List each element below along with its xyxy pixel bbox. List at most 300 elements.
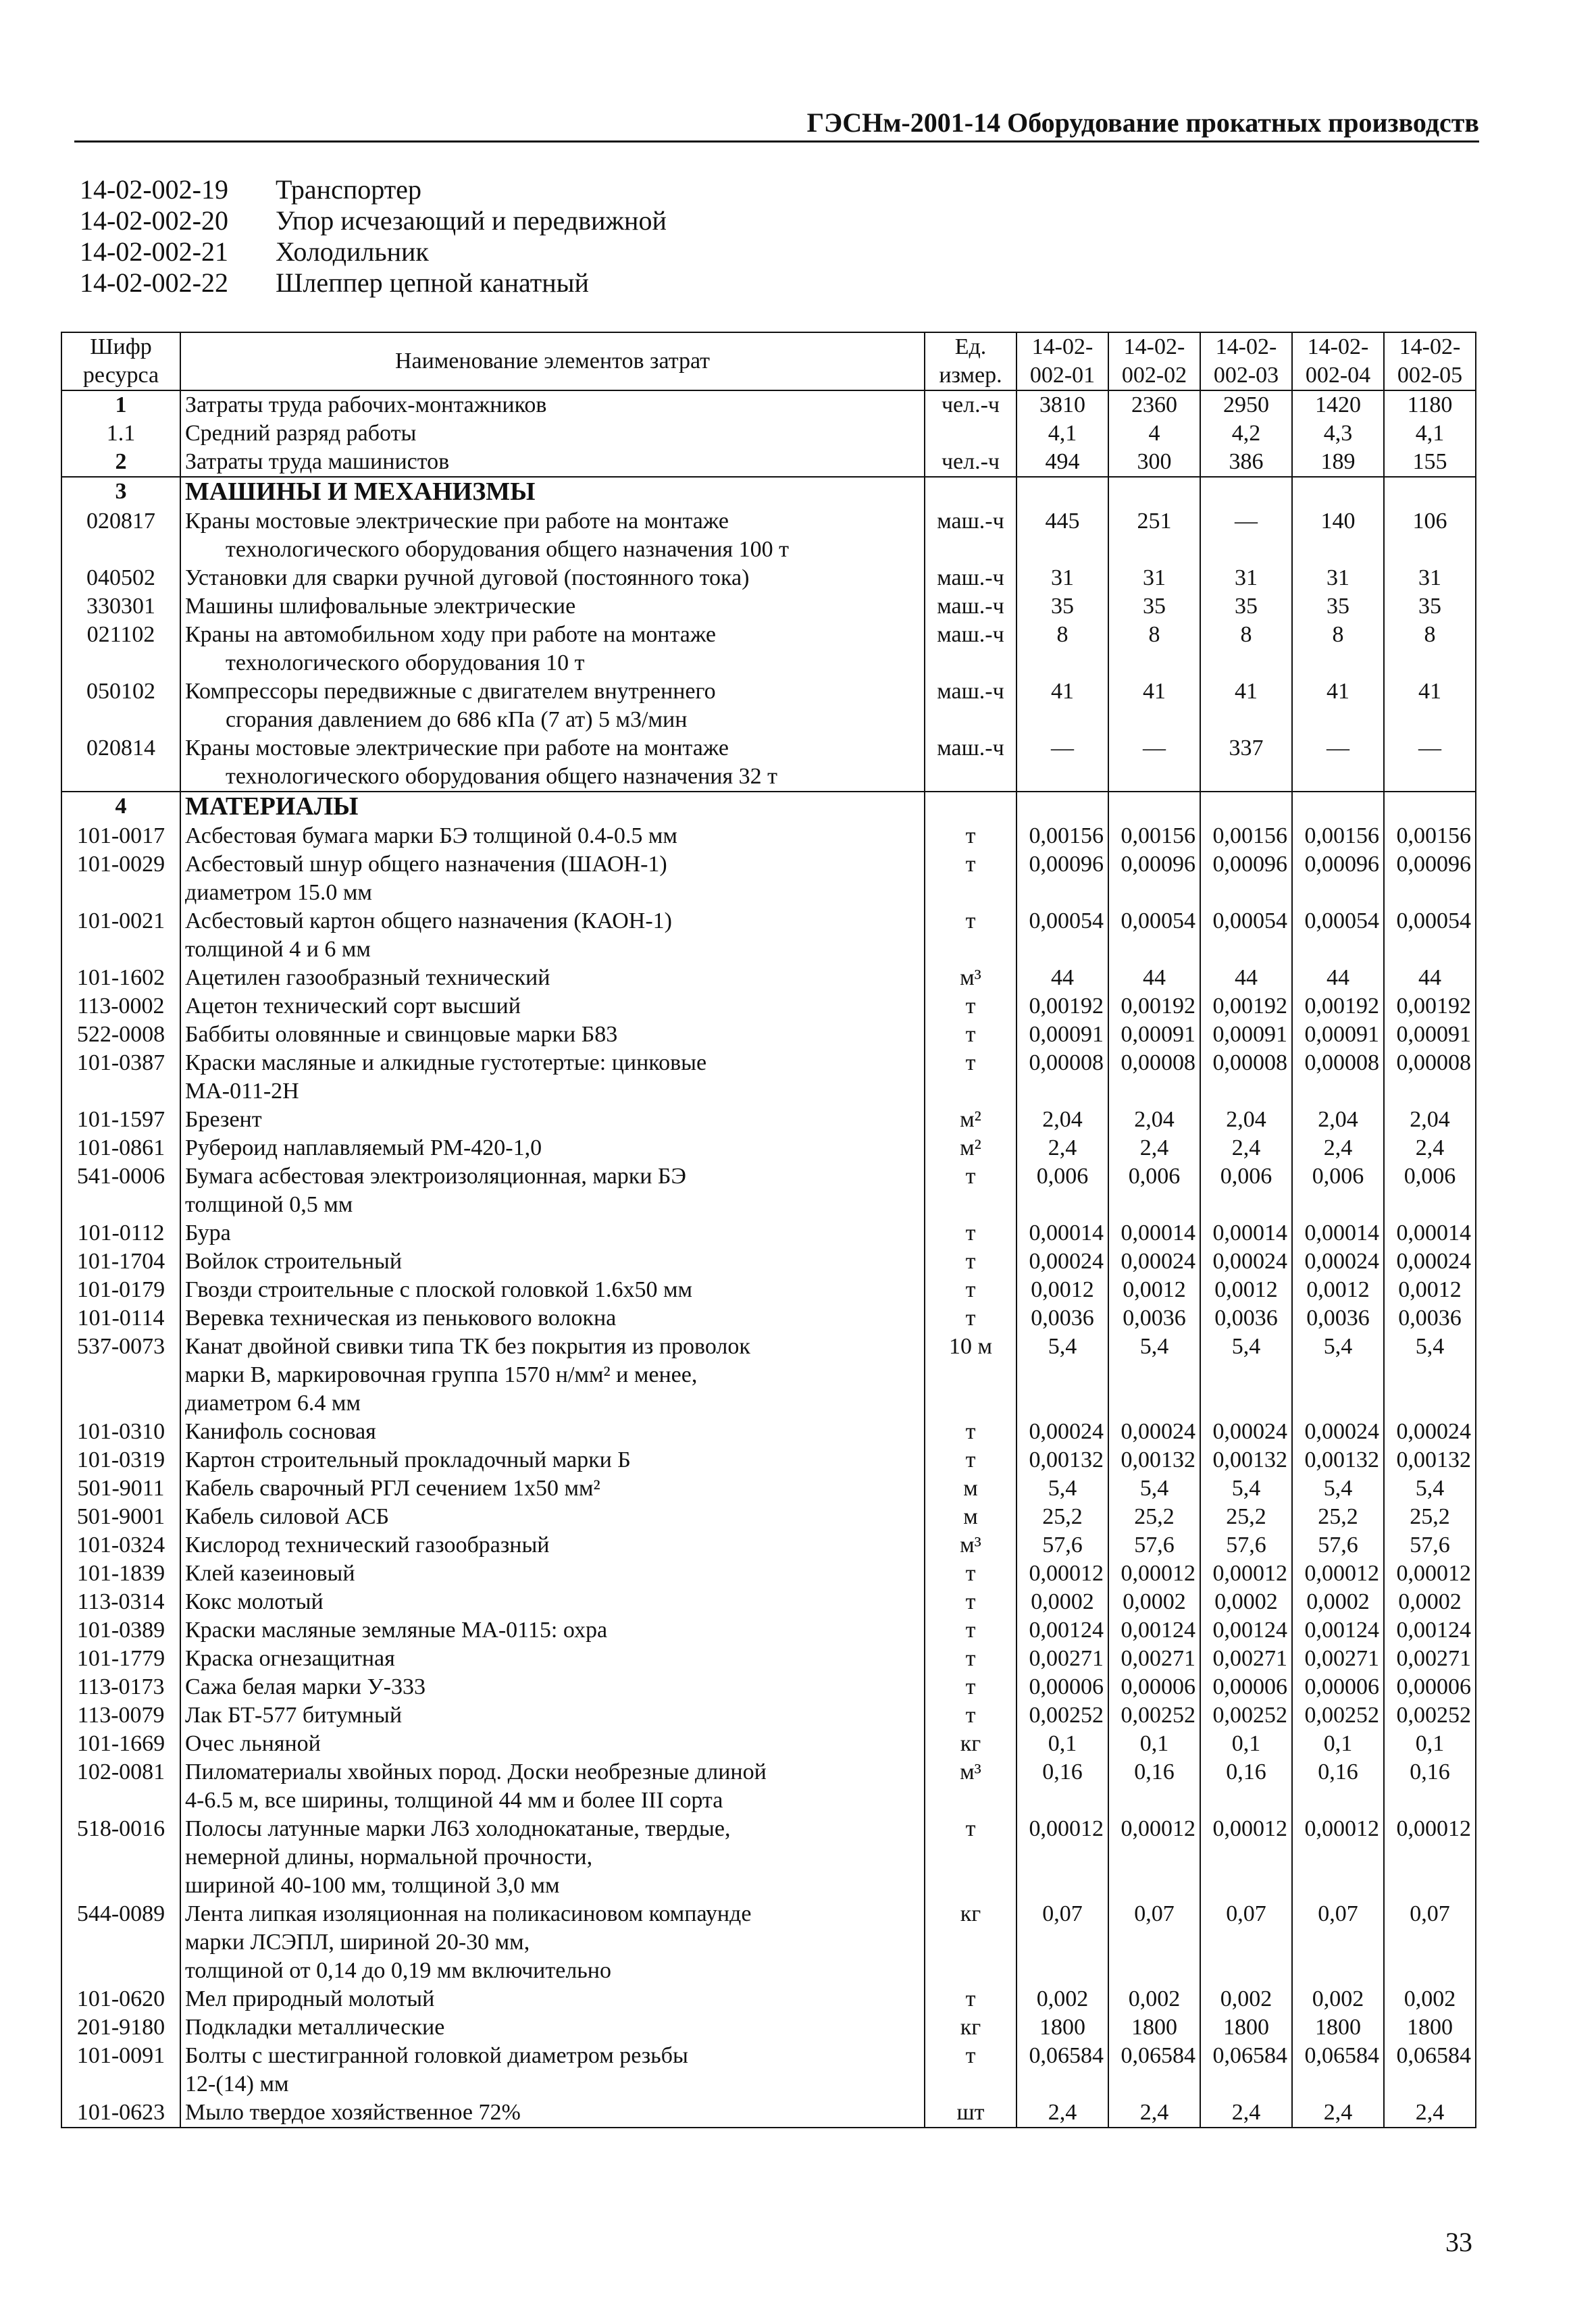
resource-name <box>180 1446 925 1474</box>
unit-cell: т <box>925 2042 1016 2099</box>
value-cell: — <box>1292 734 1384 792</box>
unit-cell: чел.-ч <box>925 448 1016 477</box>
unit-cell: т <box>925 1248 1016 1276</box>
table-row <box>61 448 1476 477</box>
value-cell: 0,00006 <box>1384 1673 1476 1701</box>
table-row <box>61 592 1476 621</box>
value-cell: 0,1 <box>1384 1730 1476 1758</box>
unit-cell: т <box>925 1446 1016 1474</box>
resource-name <box>180 1673 925 1701</box>
resource-name-line: немерной длины, нормальной прочности, <box>185 1845 593 1870</box>
value-cell: 0,00006 <box>1200 1673 1292 1701</box>
value-cell: 0,006 <box>1016 1162 1108 1219</box>
table-row <box>61 1588 1476 1616</box>
resource-code: 101-0623 <box>61 2099 180 2128</box>
value-cell <box>1384 792 1476 822</box>
value-cell: 1800 <box>1016 2013 1108 2042</box>
resource-name-line: Кислород технический газообразный <box>185 1533 550 1558</box>
table-section-row <box>61 792 1476 822</box>
value-cell: 4,1 <box>1384 419 1476 448</box>
value-cell: 31 <box>1108 564 1200 592</box>
unit-cell: шт <box>925 2099 1016 2128</box>
value-cell: 31 <box>1016 564 1108 592</box>
value-cell: 25,2 <box>1200 1503 1292 1531</box>
resource-code: 101-0861 <box>61 1134 180 1162</box>
value-cell: 0,006 <box>1292 1162 1384 1219</box>
unit-cell: маш.-ч <box>925 564 1016 592</box>
resource-name-line: технологического оборудования общего назначения 100 т <box>226 537 789 562</box>
page-number: 33 <box>1445 2227 1472 2257</box>
unit-cell <box>925 477 1016 507</box>
value-cell: 0,0012 <box>1016 1276 1108 1304</box>
value-cell: 5,4 <box>1200 1333 1292 1418</box>
table-row <box>61 1645 1476 1673</box>
table-row <box>61 1616 1476 1645</box>
value-cell: 0,1 <box>1108 1730 1200 1758</box>
value-cell: 2,4 <box>1200 2099 1292 2128</box>
resource-name-line: Краны мостовые электрические при работе на монтаже <box>185 736 729 761</box>
value-cell: 5,4 <box>1108 1333 1200 1418</box>
value-cell: 57,6 <box>1108 1531 1200 1560</box>
value-cell: 0,00132 <box>1200 1446 1292 1474</box>
value-cell: 0,00012 <box>1016 1560 1108 1588</box>
table-row <box>61 1730 1476 1758</box>
value-cell: 0,16 <box>1200 1758 1292 1815</box>
table-row <box>61 2013 1476 2042</box>
value-cell: 0,07 <box>1292 1900 1384 1985</box>
resource-name <box>180 1701 925 1730</box>
value-cell <box>1108 477 1200 507</box>
value-cell: 1800 <box>1384 2013 1476 2042</box>
value-cell: 0,006 <box>1384 1162 1476 1219</box>
resource-code: 2 <box>61 448 180 477</box>
value-cell: 5,4 <box>1292 1333 1384 1418</box>
resource-name <box>180 1474 925 1503</box>
resource-name-line: Установки для сварки ручной дуговой (постоянного тока) <box>185 565 750 590</box>
section-item <box>80 236 667 267</box>
table-row <box>61 1531 1476 1560</box>
resource-code: 101-0620 <box>61 1985 180 2013</box>
resource-name-line: Краски масляные земляные МА-0115: охра <box>185 1618 608 1643</box>
value-cell: 0,06584 <box>1292 2042 1384 2099</box>
table-row <box>61 1134 1476 1162</box>
header-col-4: 14-02- 002-04 <box>1292 332 1384 390</box>
section-code: 14-02-002-19 <box>80 174 228 205</box>
resource-code: 201-9180 <box>61 2013 180 2042</box>
table-row <box>61 992 1476 1021</box>
resource-code: 101-1669 <box>61 1730 180 1758</box>
resource-code: 101-1704 <box>61 1248 180 1276</box>
table-row <box>61 390 1476 419</box>
value-cell: 2,04 <box>1016 1106 1108 1134</box>
resource-name-line: марки ЛСЭПЛ, шириной 20-30 мм, <box>185 1930 530 1955</box>
value-cell: 300 <box>1108 448 1200 477</box>
value-cell: 2,4 <box>1108 2099 1200 2128</box>
resource-code: 101-0179 <box>61 1276 180 1304</box>
value-cell: 155 <box>1384 448 1476 477</box>
value-cell: 8 <box>1108 621 1200 677</box>
unit-cell: кг <box>925 1900 1016 1985</box>
value-cell: 41 <box>1108 677 1200 734</box>
table-row <box>61 1304 1476 1333</box>
header-col-2: 14-02- 002-02 <box>1108 332 1200 390</box>
value-cell: 0,00132 <box>1292 1446 1384 1474</box>
table-header-row <box>61 332 1476 390</box>
table-row <box>61 564 1476 592</box>
value-cell: 0,00252 <box>1384 1701 1476 1730</box>
value-cell: 0,00024 <box>1292 1248 1384 1276</box>
value-cell: 0,00132 <box>1384 1446 1476 1474</box>
resource-name <box>180 677 925 734</box>
resource-name <box>180 1162 925 1219</box>
value-cell: 0,00252 <box>1108 1701 1200 1730</box>
value-cell: 0,00054 <box>1292 907 1384 964</box>
value-cell: 0,00096 <box>1108 850 1200 907</box>
value-cell: 0,00252 <box>1016 1701 1108 1730</box>
resource-name <box>180 1304 925 1333</box>
value-cell: 0,00006 <box>1292 1673 1384 1701</box>
resource-name-line: Полосы латунные марки Л63 холоднокатаные, твердые, <box>185 1816 731 1841</box>
value-cell: 0,00008 <box>1384 1049 1476 1106</box>
resource-name-line: Клей казеиновый <box>185 1561 355 1586</box>
value-cell: 0,00054 <box>1016 907 1108 964</box>
value-cell: 4 <box>1108 419 1200 448</box>
resource-code: 544-0089 <box>61 1900 180 1985</box>
value-cell: 35 <box>1016 592 1108 621</box>
value-cell: — <box>1016 734 1108 792</box>
value-cell: 0,1 <box>1016 1730 1108 1758</box>
value-cell: 0,00124 <box>1292 1616 1384 1645</box>
value-cell: 41 <box>1200 677 1292 734</box>
resource-code: 101-1602 <box>61 964 180 992</box>
value-cell: 0,06584 <box>1384 2042 1476 2099</box>
resource-name <box>180 1333 925 1418</box>
value-cell: 189 <box>1292 448 1384 477</box>
value-cell: 0,0002 <box>1384 1588 1476 1616</box>
section-name: Шлеппер цепной канатный <box>276 267 589 298</box>
table-row <box>61 1560 1476 1588</box>
value-cell: 0,16 <box>1292 1758 1384 1815</box>
value-cell: 0,00024 <box>1200 1248 1292 1276</box>
value-cell: 0,07 <box>1384 1900 1476 1985</box>
header-title: ГЭСНм-2001-14 Оборудование прокатных производств <box>806 107 1479 138</box>
value-cell: 31 <box>1200 564 1292 592</box>
value-cell: 0,002 <box>1108 1985 1200 2013</box>
resource-code: 501-9001 <box>61 1503 180 1531</box>
value-cell: 2,04 <box>1200 1106 1292 1134</box>
resource-name-line: Картон строительный прокладочный марки Б <box>185 1447 631 1472</box>
value-cell: 0,00132 <box>1016 1446 1108 1474</box>
unit-cell: т <box>925 1021 1016 1049</box>
resource-code: 101-1839 <box>61 1560 180 1588</box>
table-row <box>61 1021 1476 1049</box>
value-cell: 0,00012 <box>1016 1815 1108 1900</box>
table-row <box>61 507 1476 564</box>
resource-name-line: Кабель силовой АСБ <box>185 1504 390 1529</box>
unit-cell: т <box>925 907 1016 964</box>
resource-code: 3 <box>61 477 180 507</box>
resource-name <box>180 850 925 907</box>
value-cell: 0,00014 <box>1108 1219 1200 1248</box>
unit-cell: м <box>925 1503 1016 1531</box>
value-cell: 35 <box>1384 592 1476 621</box>
value-cell: 0,00024 <box>1384 1418 1476 1446</box>
value-cell: 0,06584 <box>1108 2042 1200 2099</box>
value-cell: 0,0012 <box>1292 1276 1384 1304</box>
value-cell: 140 <box>1292 507 1384 564</box>
resource-name-line: Рубероид наплавляемый РМ-420-1,0 <box>185 1135 542 1160</box>
resource-name <box>180 992 925 1021</box>
value-cell: 0,0012 <box>1200 1276 1292 1304</box>
value-cell: 2950 <box>1200 390 1292 419</box>
table-row <box>61 1673 1476 1701</box>
resource-name-line: Болты с шестигранной головкой диаметром резьбы <box>185 2043 688 2068</box>
value-cell: 1800 <box>1292 2013 1384 2042</box>
value-cell: — <box>1108 734 1200 792</box>
resource-name <box>180 390 925 419</box>
value-cell: 25,2 <box>1108 1503 1200 1531</box>
value-cell: 4,1 <box>1016 419 1108 448</box>
value-cell: — <box>1200 507 1292 564</box>
unit-cell: м³ <box>925 1531 1016 1560</box>
resource-code: 101-0319 <box>61 1446 180 1474</box>
value-cell: 0,002 <box>1384 1985 1476 2013</box>
resource-name <box>180 1531 925 1560</box>
value-cell: 2,4 <box>1200 1134 1292 1162</box>
value-cell: 2,4 <box>1384 2099 1476 2128</box>
value-cell: 44 <box>1384 964 1476 992</box>
resource-code: 518-0016 <box>61 1815 180 1900</box>
value-cell: 4,3 <box>1292 419 1384 448</box>
value-cell: 0,00192 <box>1292 992 1384 1021</box>
resource-name <box>180 1730 925 1758</box>
unit-cell: т <box>925 1276 1016 1304</box>
resource-name <box>180 1588 925 1616</box>
value-cell: 2,4 <box>1108 1134 1200 1162</box>
value-cell: 0,00192 <box>1384 992 1476 1021</box>
value-cell: 25,2 <box>1292 1503 1384 1531</box>
resource-name <box>180 1248 925 1276</box>
value-cell: 57,6 <box>1292 1531 1384 1560</box>
value-cell: 5,4 <box>1384 1474 1476 1503</box>
value-cell: 0,07 <box>1200 1900 1292 1985</box>
value-cell <box>1108 792 1200 822</box>
resource-name-line: диаметром 6.4 мм <box>185 1391 361 1416</box>
table-row <box>61 2099 1476 2128</box>
value-cell: 0,00096 <box>1384 850 1476 907</box>
value-cell: 0,00091 <box>1200 1021 1292 1049</box>
resource-name-line: Лак БТ-577 битумный <box>185 1703 403 1728</box>
value-cell: 57,6 <box>1384 1531 1476 1560</box>
value-cell: 0,1 <box>1292 1730 1384 1758</box>
resource-code: 113-0173 <box>61 1673 180 1701</box>
unit-cell: т <box>925 1418 1016 1446</box>
unit-cell: т <box>925 1162 1016 1219</box>
resource-code: 101-0112 <box>61 1219 180 1248</box>
unit-cell: т <box>925 1049 1016 1106</box>
value-cell: 494 <box>1016 448 1108 477</box>
value-cell: 0,00012 <box>1108 1815 1200 1900</box>
resource-name-line: диаметром 15.0 мм <box>185 880 372 905</box>
value-cell: 1800 <box>1200 2013 1292 2042</box>
resource-code: 101-0389 <box>61 1616 180 1645</box>
table-row <box>61 734 1476 792</box>
value-cell: 5,4 <box>1292 1474 1384 1503</box>
resource-name-line: МА-011-2Н <box>185 1079 299 1104</box>
value-cell: 0,006 <box>1108 1162 1200 1219</box>
value-cell: 0,00156 <box>1384 822 1476 850</box>
value-cell: 41 <box>1384 677 1476 734</box>
resource-name <box>180 2042 925 2099</box>
value-cell: 1420 <box>1292 390 1384 419</box>
value-cell: 0,00192 <box>1108 992 1200 1021</box>
unit-cell: т <box>925 1616 1016 1645</box>
value-cell: 41 <box>1292 677 1384 734</box>
value-cell: 0,00156 <box>1108 822 1200 850</box>
value-cell <box>1292 477 1384 507</box>
table-row <box>61 1333 1476 1418</box>
unit-cell: чел.-ч <box>925 390 1016 419</box>
resource-name-line: Асбестовый шнур общего назначения (ШАОН-1) <box>185 852 667 877</box>
value-cell: 0,00012 <box>1292 1815 1384 1900</box>
value-cell: 0,16 <box>1108 1758 1200 1815</box>
value-cell: 31 <box>1292 564 1384 592</box>
resource-name-line: технологического оборудования 10 т <box>226 650 585 675</box>
value-cell: — <box>1384 734 1476 792</box>
resource-name-line: толщиной 0,5 мм <box>185 1192 353 1217</box>
unit-cell: т <box>925 850 1016 907</box>
value-cell: 8 <box>1384 621 1476 677</box>
resource-code: 101-0091 <box>61 2042 180 2099</box>
resource-name-line: Кокс молотый <box>185 1589 324 1614</box>
value-cell: 386 <box>1200 448 1292 477</box>
value-cell: 0,16 <box>1016 1758 1108 1815</box>
resource-name <box>180 2013 925 2042</box>
resource-name <box>180 1503 925 1531</box>
resource-name <box>180 564 925 592</box>
resource-name-line: Канат двойной свивки типа ТК без покрытия из проволок <box>185 1334 750 1359</box>
value-cell: 0,00024 <box>1384 1248 1476 1276</box>
table-section-row <box>61 477 1476 507</box>
table-row <box>61 419 1476 448</box>
resource-name-line: Войлок строительный <box>185 1249 403 1274</box>
value-cell: 0,002 <box>1016 1985 1108 2013</box>
header-code: Шифр ресурса <box>61 332 180 390</box>
resource-name-line: Затраты труда рабочих-монтажников <box>185 392 547 417</box>
value-cell: 0,00008 <box>1108 1049 1200 1106</box>
value-cell: 0,00024 <box>1108 1248 1200 1276</box>
value-cell: 0,00156 <box>1292 822 1384 850</box>
value-cell: 0,0002 <box>1108 1588 1200 1616</box>
resource-name <box>180 1900 925 1985</box>
header-col-1: 14-02- 002-01 <box>1016 332 1108 390</box>
unit-cell <box>925 792 1016 822</box>
resource-code: 101-0324 <box>61 1531 180 1560</box>
value-cell: 0,00091 <box>1108 1021 1200 1049</box>
value-cell: 0,00008 <box>1292 1049 1384 1106</box>
unit-cell: маш.-ч <box>925 677 1016 734</box>
value-cell: 8 <box>1292 621 1384 677</box>
value-cell: 5,4 <box>1016 1333 1108 1418</box>
table-row <box>61 1900 1476 1985</box>
value-cell: 2,4 <box>1384 1134 1476 1162</box>
value-cell: 0,00024 <box>1292 1418 1384 1446</box>
resource-name <box>180 1560 925 1588</box>
unit-cell: маш.-ч <box>925 592 1016 621</box>
resource-name-line: Сажа белая марки У-333 <box>185 1674 426 1699</box>
section-name: Упор исчезающий и передвижной <box>276 205 667 236</box>
resource-name <box>180 1219 925 1248</box>
value-cell: 44 <box>1108 964 1200 992</box>
table-row <box>61 1219 1476 1248</box>
value-cell: 0,00096 <box>1016 850 1108 907</box>
value-cell: 0,00271 <box>1108 1645 1200 1673</box>
resource-code: 113-0002 <box>61 992 180 1021</box>
value-cell: 1800 <box>1108 2013 1200 2042</box>
value-cell: 0,00271 <box>1292 1645 1384 1673</box>
value-cell: 0,00012 <box>1108 1560 1200 1588</box>
resource-name-line: шириной 40-100 мм, толщиной 3,0 мм <box>185 1873 560 1898</box>
resource-name <box>180 1985 925 2013</box>
value-cell: 44 <box>1200 964 1292 992</box>
table-row <box>61 1276 1476 1304</box>
value-cell <box>1292 792 1384 822</box>
value-cell: 0,06584 <box>1016 2042 1108 2099</box>
resource-name-line: сгорания давлением до 686 кПа (7 ат) 5 м3/мин <box>226 707 688 732</box>
value-cell: 3810 <box>1016 390 1108 419</box>
value-cell: 0,00012 <box>1292 1560 1384 1588</box>
resource-name <box>180 1106 925 1134</box>
value-cell: 0,00054 <box>1384 907 1476 964</box>
resource-code: 101-0114 <box>61 1304 180 1333</box>
resource-name <box>180 448 925 477</box>
unit-cell: маш.-ч <box>925 734 1016 792</box>
table-row <box>61 1418 1476 1446</box>
resource-code: 101-0387 <box>61 1049 180 1106</box>
resource-name-line: 4-6.5 м, все ширины, толщиной 44 мм и более III сорта <box>185 1788 723 1813</box>
unit-cell: т <box>925 1560 1016 1588</box>
resource-code: 020817 <box>61 507 180 564</box>
value-cell: 0,00124 <box>1108 1616 1200 1645</box>
resource-name <box>180 1645 925 1673</box>
resource-name-line: Подкладки металлические <box>185 2015 445 2040</box>
resource-name-line: Краны мостовые электрические при работе на монтаже <box>185 509 729 534</box>
unit-cell: т <box>925 1673 1016 1701</box>
unit-cell: т <box>925 822 1016 850</box>
unit-cell: м² <box>925 1106 1016 1134</box>
value-cell <box>1200 792 1292 822</box>
value-cell: 0,00054 <box>1108 907 1200 964</box>
value-cell: 0,0036 <box>1292 1304 1384 1333</box>
value-cell: 0,1 <box>1200 1730 1292 1758</box>
value-cell: 0,00054 <box>1200 907 1292 964</box>
resource-name-line: Бумага асбестовая электроизоляционная, марки БЭ <box>185 1164 686 1189</box>
resource-name-line: Баббиты оловянные и свинцовые марки Б83 <box>185 1022 618 1047</box>
value-cell: 0,00014 <box>1016 1219 1108 1248</box>
resource-name <box>180 592 925 621</box>
resource-name-line: технологического оборудования общего назначения 32 т <box>226 764 777 789</box>
section-item <box>80 267 667 299</box>
table-row <box>61 1985 1476 2013</box>
resource-name-line: Машины шлифовальные электрические <box>185 594 576 619</box>
value-cell: 2,04 <box>1292 1106 1384 1134</box>
unit-cell: т <box>925 992 1016 1021</box>
value-cell: 44 <box>1292 964 1384 992</box>
resource-name-line: Ацетилен газообразный технический <box>185 965 550 990</box>
value-cell: 0,07 <box>1108 1900 1200 1985</box>
table-row <box>61 1701 1476 1730</box>
value-cell: 0,00124 <box>1016 1616 1108 1645</box>
